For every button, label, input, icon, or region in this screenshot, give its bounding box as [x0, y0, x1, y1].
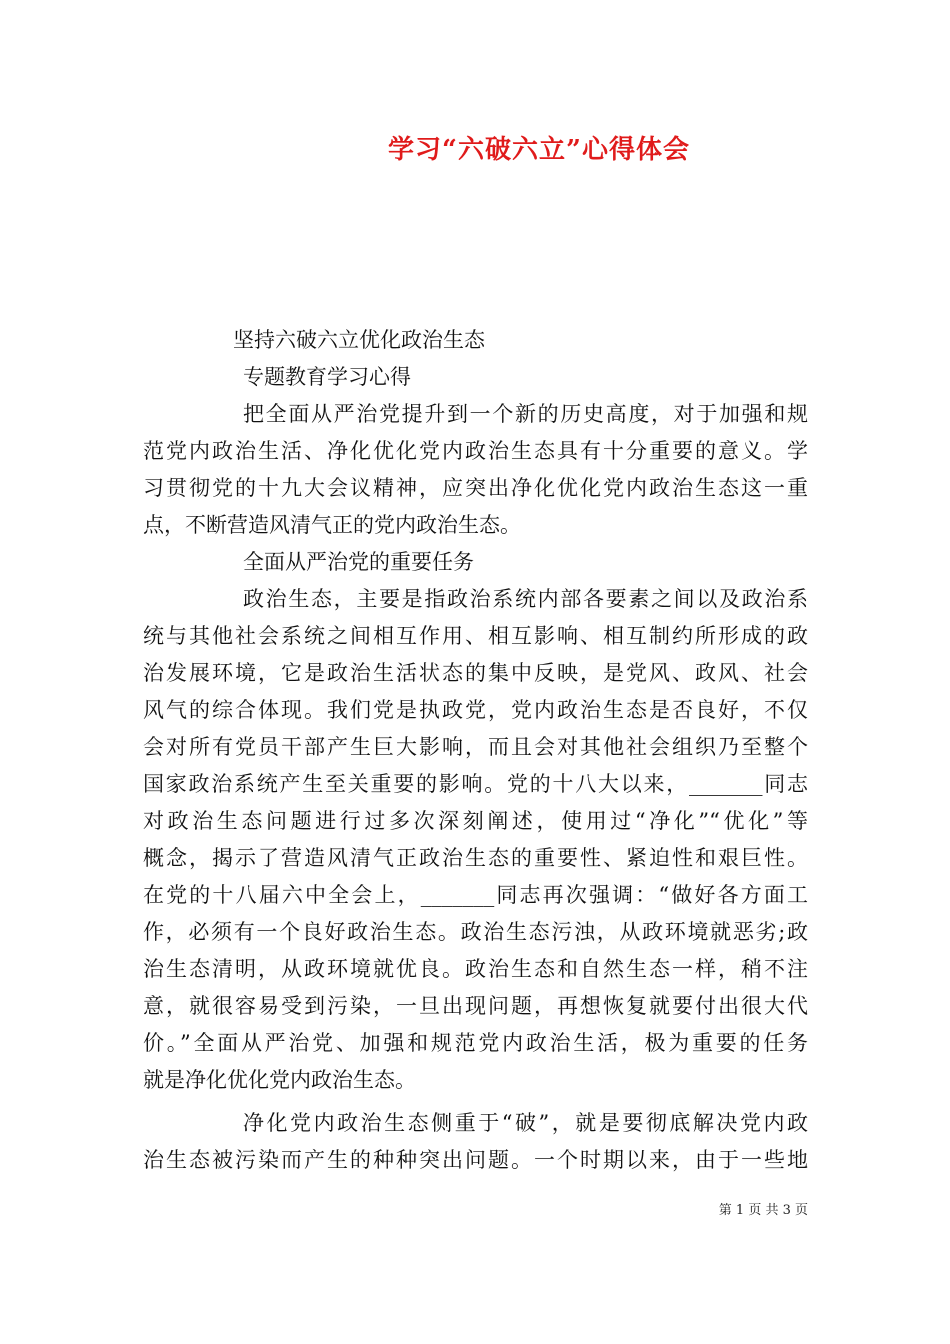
- paragraph-line: 概念，揭示了营造风清气正政治生态的重要性、紧迫性和艰巨性。: [143, 846, 808, 870]
- paragraph-line: 把全面从严治党提升到一个新的历史高度，对于加强和规: [243, 402, 808, 426]
- paragraph-line: 对政治生态问题进行过多次深刻阐述，使用过“净化”“优化”等: [143, 809, 808, 833]
- paragraph-line: 价。”全面从严治党、加强和规范党内政治生活，极为重要的任务: [143, 1031, 808, 1055]
- section-heading: 全面从严治党的重要任务: [243, 550, 474, 574]
- subtitle-line: 坚持六破六立优化政治生态: [233, 328, 485, 352]
- paragraph-line: 治生态被污染而产生的种种突出问题。一个时期以来，由于一些地: [143, 1148, 808, 1172]
- subtitle-line: 专题教育学习心得: [243, 365, 411, 389]
- paragraph-line: 治发展环境，它是政治生活状态的集中反映，是党风、政风、社会: [143, 661, 808, 685]
- document-body: [143, 322, 808, 1179]
- paragraph-line: 习贯彻党的十九大会议精神，应突出净化优化党内政治生态这一重: [143, 476, 808, 500]
- paragraph-line: 风气的综合体现。我们党是执政党，党内政治生态是否良好，不仅: [143, 698, 808, 722]
- paragraph-line: 会对所有党员干部产生巨大影响，而且会对其他社会组织乃至整个: [143, 735, 808, 759]
- document-title: 学习“六破六立”心得体会: [388, 135, 690, 165]
- paragraph-line: 意，就很容易受到污染，一旦出现问题，再想恢复就要付出很大代: [143, 994, 808, 1018]
- paragraph-line: 国家政治系统产生至关重要的影响。党的十八大以来，_______同志: [143, 772, 808, 796]
- paragraph-line: 治生态清明，从政环境就优良。政治生态和自然生态一样，稍不注: [143, 957, 808, 981]
- paragraph-line: 统与其他社会系统之间相互作用、相互影响、相互制约所形成的政: [143, 624, 808, 648]
- paragraph-line: 范党内政治生活、净化优化党内政治生态具有十分重要的意义。学: [143, 439, 808, 463]
- paragraph-line: 点，不断营造风清气正的党内政治生态。: [143, 513, 521, 537]
- paragraph-line: 作，必须有一个良好政治生态。政治生态污浊，从政环境就恶劣;政: [143, 920, 808, 944]
- paragraph-line: 在党的十八届六中全会上，_______同志再次强调：“做好各方面工: [143, 883, 808, 907]
- page-number-footer: 第 1 页 共 3 页: [718, 1203, 808, 1218]
- paragraph-line: 净化党内政治生态侧重于“破”，就是要彻底解决党内政: [243, 1111, 808, 1135]
- paragraph-line: 政治生态，主要是指政治系统内部各要素之间以及政治系: [243, 587, 808, 611]
- paragraph-line: 就是净化优化党内政治生态。: [143, 1068, 416, 1092]
